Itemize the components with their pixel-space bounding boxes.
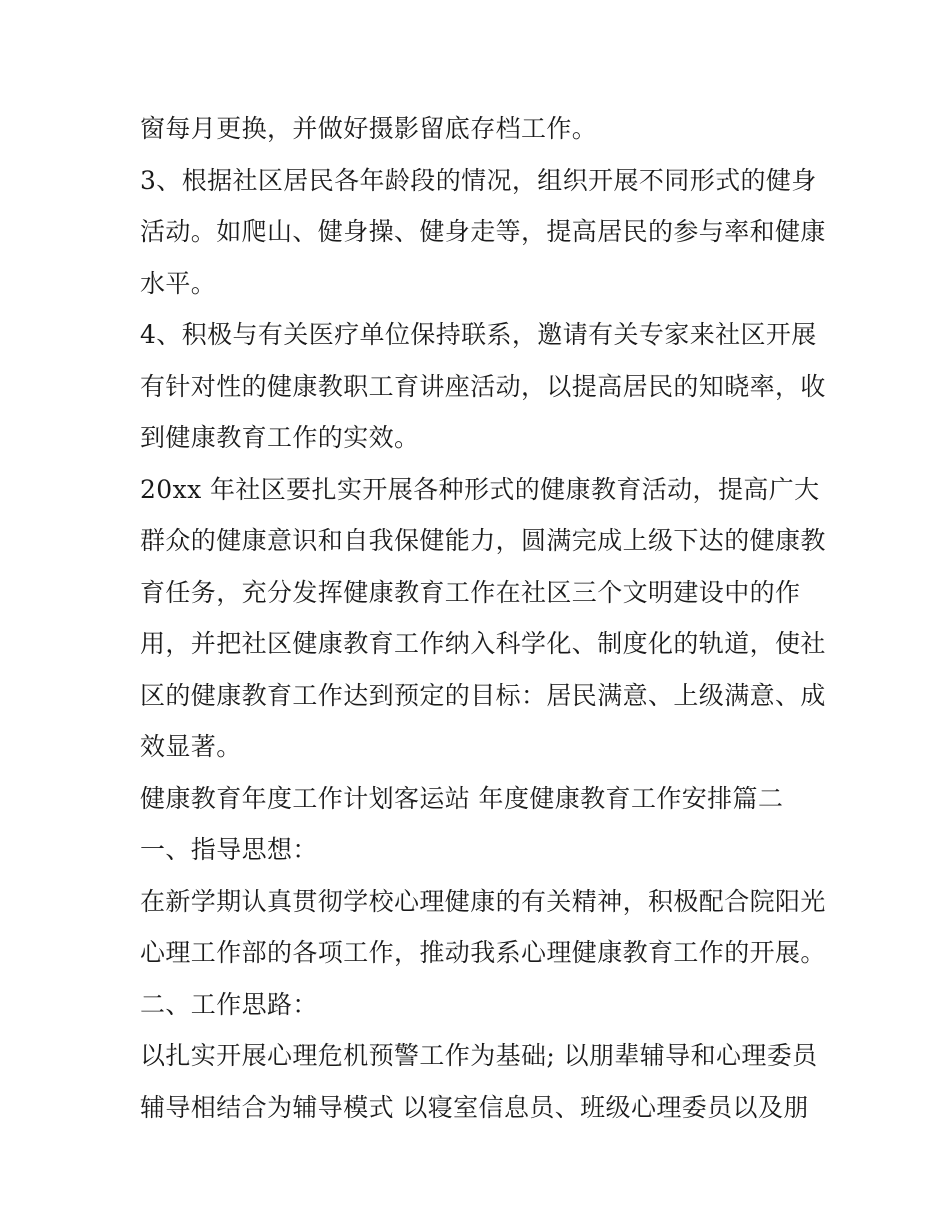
text-line: 3、根据社区居民各年龄段的情况，组织开展不同形式的健身: [140, 165, 817, 195]
section-heading: 一、指导思想：: [140, 835, 318, 864]
text-line: 有针对性的健康教职工育讲座活动，以提高居民的知晓率，收: [140, 371, 826, 401]
text-line: 育任务，充分发挥健康教育工作在社区三个文明建设中的作: [140, 577, 801, 607]
text-line: 辅导相结合为辅导模式 以寝室信息员、班级心理委员以及朋: [140, 1092, 809, 1122]
text-line: 用，并把社区健康教育工作纳入科学化、制度化的轨道，使社: [140, 629, 826, 658]
text-line: 活动。如爬山、健身操、健身走等，提高居民的参与率和健康: [140, 217, 826, 246]
text-line: 水平。: [140, 268, 217, 298]
text-line: 4、积极与有关医疗单位保持联系，邀请有关专家来社区开展: [140, 320, 817, 349]
text-line: 群众的健康意识和自我保健能力，圆满完成上级下达的健康教: [140, 526, 826, 555]
document-body: [140, 103, 830, 1133]
text-line: 以扎实开展心理危机预警工作为基础; 以朋辈辅导和心理委员: [140, 1041, 818, 1070]
section-heading: 健康教育年度工作计划客运站 年度健康教育工作安排篇二: [140, 783, 784, 813]
text-line: 窗每月更换，并做好摄影留底存档工作。: [140, 114, 598, 143]
text-line: 效显著。: [140, 732, 242, 761]
text-line: 区的健康教育工作达到预定的目标：居民满意、上级满意、成: [140, 680, 826, 710]
text-line: 在新学期认真贯彻学校心理健康的有关精神，积极配合院阳光: [140, 886, 826, 916]
text-line: 20xx 年社区要扎实开展各种形式的健康教育活动，提高广大: [140, 474, 820, 504]
section-heading: 二、工作思路：: [140, 989, 318, 1019]
text-line: 到健康教育工作的实效。: [140, 423, 420, 452]
text-line: 心理工作部的各项工作，推动我系心理健康教育工作的开展。: [140, 938, 826, 967]
